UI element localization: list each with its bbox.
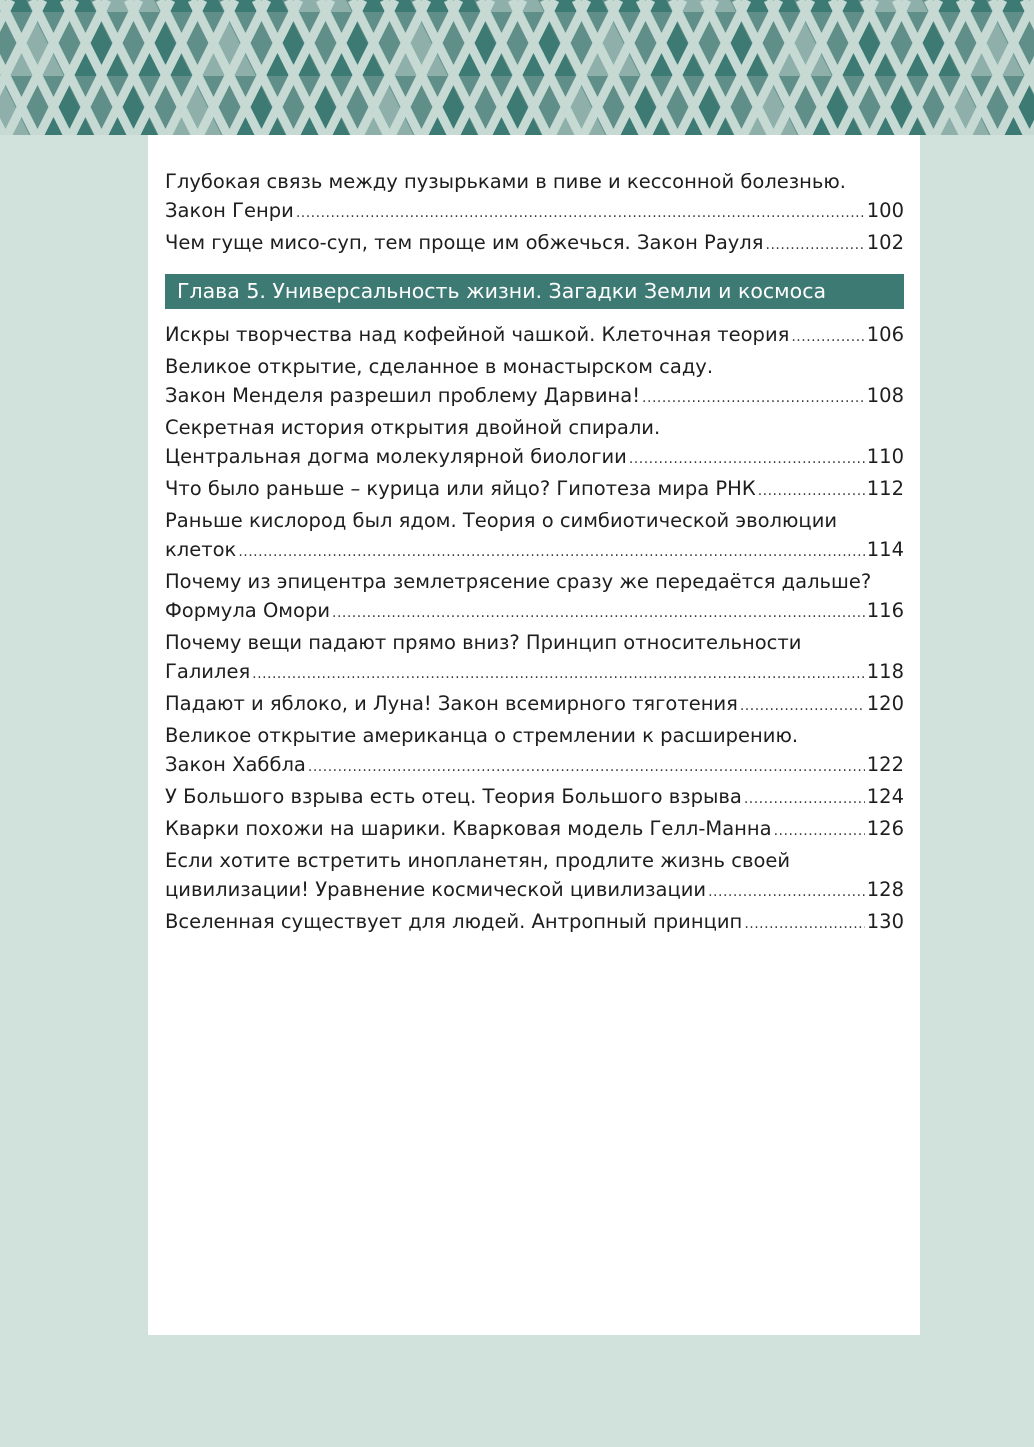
toc-entry-title: цивилизации! Уравнение космической цивилизации: [165, 878, 707, 901]
dot-leader: [766, 231, 865, 260]
table-of-contents: [165, 167, 904, 939]
page-number: 100: [866, 199, 904, 222]
toc-entry[interactable]: [165, 320, 904, 352]
toc-entry-title-line: Если хотите встретить инопланетян, продлите жизнь своей: [165, 849, 791, 872]
toc-entry-title: Вселенная существует для людей. Антропный принцип: [165, 910, 743, 933]
page-number: 102: [866, 231, 904, 254]
page-number: 122: [866, 753, 904, 776]
toc-entry-title: Закон Генри: [165, 199, 294, 222]
toc-entry-leader-row: [165, 814, 904, 846]
toc-entry-title: Что было раньше – курица или яйцо? Гипотеза мира РНК: [165, 477, 756, 500]
page-number: 106: [866, 323, 904, 346]
toc-entry[interactable]: [165, 782, 904, 814]
toc-entry[interactable]: [165, 474, 904, 506]
toc-entry[interactable]: [165, 352, 904, 413]
toc-entry-leader-row: [165, 474, 904, 506]
dot-leader: [774, 817, 865, 846]
toc-entry[interactable]: [165, 413, 904, 474]
toc-entry-title: Формула Омори: [165, 599, 330, 622]
dot-leader: [308, 753, 865, 782]
toc-entry-leader-row: [165, 750, 904, 782]
toc-page: [148, 135, 920, 1335]
toc-entry[interactable]: [165, 228, 904, 260]
toc-entry-leader-row: [165, 689, 904, 721]
toc-entry-leader-row: [165, 320, 904, 352]
dot-leader: [744, 910, 864, 939]
toc-entry[interactable]: [165, 907, 904, 939]
toc-entry-title-line: Почему вещи падают прямо вниз? Принцип относительности: [165, 631, 802, 654]
toc-entry-title: клеток: [165, 538, 237, 561]
dot-leader: [252, 660, 865, 689]
toc-entry-title: Падают и яблоко, и Луна! Закон всемирного тяготения: [165, 692, 738, 715]
toc-previous-entries: [165, 167, 904, 260]
toc-entry[interactable]: [165, 846, 904, 907]
toc-entry-leader-row: [165, 535, 904, 567]
dot-leader: [740, 692, 865, 721]
dot-leader: [238, 538, 864, 567]
toc-entry[interactable]: [165, 567, 904, 628]
toc-entry-leader-row: [165, 875, 904, 907]
toc-entry-leader-row: [165, 782, 904, 814]
toc-entry-leader-row: [165, 907, 904, 939]
page-number: 120: [866, 692, 904, 715]
toc-entry-title-line: Великое открытие, сделанное в монастырском саду.: [165, 355, 714, 378]
toc-entry-leader-row: [165, 381, 904, 413]
toc-entry-title-line: Раньше кислород был ядом. Теория о симбиотической эволюции: [165, 509, 838, 532]
toc-entry[interactable]: [165, 721, 904, 782]
page-number: 116: [866, 599, 904, 622]
toc-entry-leader-row: [165, 196, 904, 228]
page-number: 110: [866, 445, 904, 468]
dot-leader: [296, 199, 865, 228]
dot-leader: [332, 599, 865, 628]
toc-entry-title: Галилея: [165, 660, 251, 683]
toc-entry[interactable]: [165, 628, 904, 689]
page-number: 112: [866, 477, 904, 500]
dot-leader: [758, 477, 865, 506]
page-number: 124: [866, 785, 904, 808]
toc-entry-leader-row: [165, 657, 904, 689]
toc-entry-leader-row: [165, 442, 904, 474]
toc-entry-leader-row: [165, 228, 904, 260]
dot-leader: [744, 785, 865, 814]
toc-entry-title: Чем гуще мисо-суп, тем проще им обжечься. Закон Рауля: [165, 231, 764, 254]
page-number: 126: [866, 817, 904, 840]
dot-leader: [791, 323, 864, 352]
toc-entry-title: Кварки похожи на шарики. Кварковая модель Гелл-Манна: [165, 817, 772, 840]
toc-entry-title-line: Глубокая связь между пузырьками в пиве и кессонной болезнью.: [165, 170, 847, 193]
toc-chapter-entries: [165, 320, 904, 939]
page-number: 130: [866, 910, 904, 933]
toc-entry-title-line: Секретная история открытия двойной спирали.: [165, 416, 661, 439]
page-number: 114: [866, 538, 904, 561]
toc-entry[interactable]: [165, 506, 904, 567]
toc-entry-title-line: Великое открытие американца о стремлении к расширению.: [165, 724, 799, 747]
page-number: 108: [866, 384, 904, 407]
toc-entry-title: Закон Хаббла: [165, 753, 306, 776]
header-pattern: [0, 0, 1034, 135]
chapter-heading: Глава 5. Универсальность жизни. Загадки Земли и космоса: [165, 274, 904, 309]
page-number: 118: [866, 660, 904, 683]
dot-leader: [708, 878, 865, 907]
toc-entry-title: У Большого взрыва есть отец. Теория Большого взрыва: [165, 785, 742, 808]
toc-entry[interactable]: [165, 167, 904, 228]
dot-leader: [629, 445, 865, 474]
toc-entry[interactable]: [165, 814, 904, 846]
toc-entry-title-line: Почему из эпицентра землетрясение сразу же передаётся дальше?: [165, 570, 872, 593]
toc-entry-title: Искры творчества над кофейной чашкой. Клеточная теория: [165, 323, 790, 346]
toc-entry-leader-row: [165, 596, 904, 628]
toc-entry[interactable]: [165, 689, 904, 721]
toc-entry-title: Закон Менделя разрешил проблему Дарвина!: [165, 384, 641, 407]
toc-entry-title: Центральная догма молекулярной биологии: [165, 445, 627, 468]
page-number: 128: [866, 878, 904, 901]
dot-leader: [642, 384, 865, 413]
